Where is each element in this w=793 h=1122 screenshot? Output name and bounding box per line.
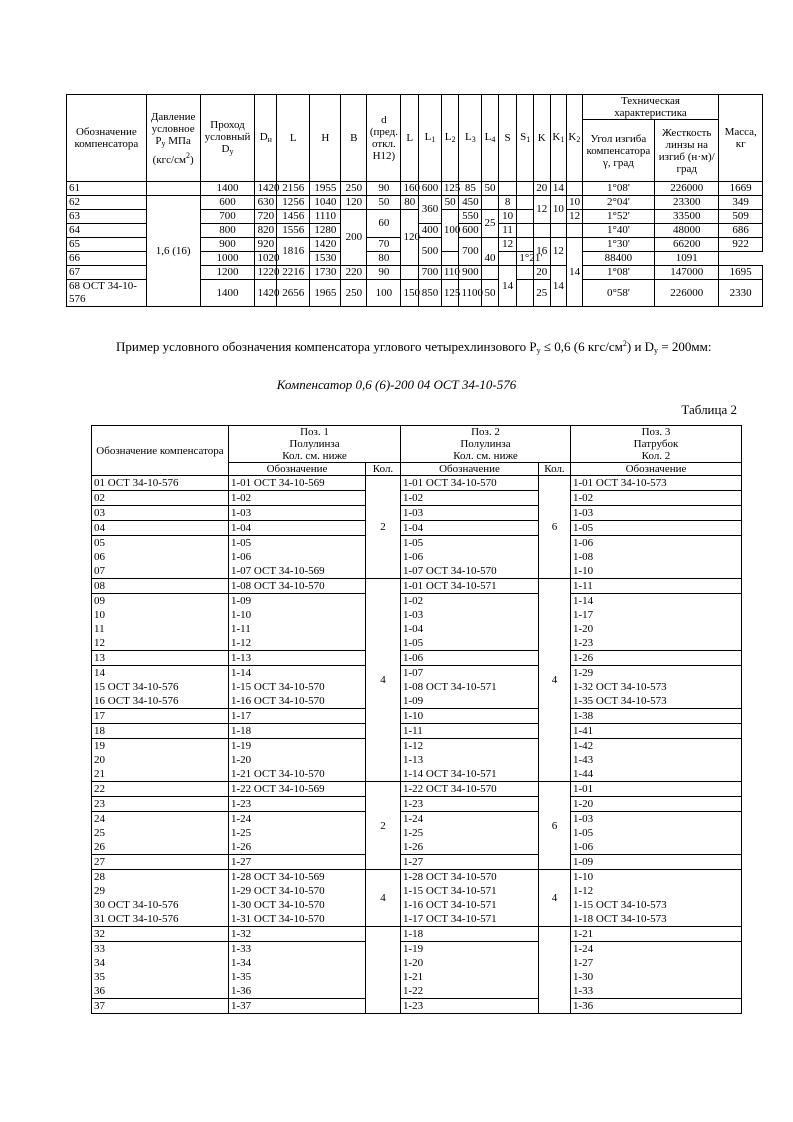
table-row: 31 ОСТ 34-10-576 1-31 ОСТ 34-10-570 1-17 ОСТ 34-10-571 1-18 ОСТ 34-10-573 <box>92 912 742 927</box>
col-L4: L <box>484 130 492 143</box>
table-row: 06 1-06 1-06 1-08 <box>92 550 742 564</box>
table-row: 62 1,6 (16) 600 630 1256 1040 120 50 80 360 50 450 8 12 10 10 2°04' 23300 349 <box>67 196 763 210</box>
table-row: 01 ОСТ 34-10-576 1-01 ОСТ 34-10-569 2 1-01 ОСТ 34-10-570 6 1-01 ОСТ 34-10-573 <box>92 476 742 491</box>
example-paragraph: Пример условного обозначения компенсатора углового четырехлинзового $P_у \le 0,6$ (6 кгс/$см^2$) и $D_у = 200мм$: <box>116 339 712 355</box>
table-row: 12 1-12 1-05 1-23 <box>92 636 742 651</box>
col-L0: L <box>401 95 419 182</box>
pressure-value: 1,6 (16) <box>146 196 200 307</box>
table-row: 65 900 920 1816 1420 70 500 700 40 12 16 12 14 1°30' 66200 922 <box>67 238 763 252</box>
table-row: 32 1-32 1-18 1-21 <box>92 927 742 942</box>
table-row: 13 1-13 1-06 1-26 <box>92 651 742 666</box>
col-tech: Техническая характеристика <box>582 95 719 120</box>
table-row: 26 1-26 1-26 1-06 <box>92 840 742 855</box>
table-row: 11 1-11 1-04 1-20 <box>92 622 742 636</box>
table-row: 20 1-20 1-13 1-43 <box>92 753 742 767</box>
table-row: 66 1000 1020 1530 80 1°21' 88400 1091 <box>67 252 763 266</box>
table-row: 28 1-28 ОСТ 34-10-569 4 1-28 ОСТ 34-10-570 4 1-10 <box>92 870 742 885</box>
col-B: B <box>341 95 367 182</box>
col-H: H <box>310 95 341 182</box>
col-L2: L <box>444 130 452 143</box>
col-dn: D <box>259 130 268 143</box>
col-L3: L <box>464 130 472 143</box>
col-pressure: Давление условное P <box>150 110 196 147</box>
table-row: 24 1-24 1-24 1-03 <box>92 812 742 827</box>
col-K2: K <box>568 130 577 143</box>
table-row: 16 ОСТ 34-10-576 1-16 ОСТ 34-10-570 1-09 1-35 ОСТ 34-10-573 <box>92 694 742 709</box>
components-table-body <box>92 476 742 1014</box>
table-row: 34 1-34 1-20 1-27 <box>92 956 742 970</box>
dimensions-table: Обозначение компенсатора Давление условное $P_у$ МПа $(кгс/см^2)$ Проход условный $D_у$ $D_н$ L H B d (пред. откл. H12) L $L_1$ $L_2$ $L_3$ $L_4$ S $S_1$ K $K_1$ $K_2$ Техническая характеристика Масса, кг Угол изгиба компенсатора γ, град Жесткость линзы на изгиб (н·м)/град 61 1400 1420 2156 1955 250 90 160 600 125 85 50 20 14 1°08' 226000 1669 62 1,6 (16) 600 630 1256 1040 120 50 80 360 50 450 8 12 10 10 2°04' 23300 349 63 700 720 1456 1110 200 60 120 100 550 25 10 12 1°52' 33500 509 64 800 820 1556 1280 400 600 11 1°40' 48000 686 65 900 920 1816 1420 70 500 700 40 12 16 12 14 1°30' 66200 922 66 1000 1020 1530 80 1°21' 88400 1091 67 1200 1220 2216 1730 220 90 700 110 900 14 20 14 1°08' 147000 1695 68 ОСТ 34-10-576 1400 1420 2656 1965 250 100 150 850 125 1100 50 25 0°58' 226000 2330 <box>66 94 763 307</box>
table-row: 03 1-03 1-03 1-03 <box>92 506 742 521</box>
components-table: Обозначение компенсатора Поз. 1 Полулинза Кол. см. ниже Поз. 2 Полулинза Кол. см. ниже Поз. 3 Патрубок Кол. 2 Обозначение Кол. Обозначение Кол. Обозначение 01 ОСТ 34-10-576 1-01 ОСТ 34-10-569 2 1-01 ОСТ 34-10-570 6 1-01 ОСТ 34-10-573 02 1-02 1-02 1-02 03 1-03 1-03 1-03 04 1-04 1-04 1-05 05 1-05 1-05 1-06 06 1-06 1-06 1-08 07 1-07 ОСТ 34-10-569 1-07 ОСТ 34-10-570 1-10 08 1-08 ОСТ 34-10-570 4 1-01 ОСТ 34-10-571 4 1-11 09 1-09 1-02 1-14 10 1-10 1-03 1-17 11 1-11 1-04 1-20 12 1-12 1-05 1-23 13 1-13 1-06 1-26 14 1-14 1-07 1-29 15 ОСТ 34-10-576 1-15 ОСТ 34-10-570 1-08 ОСТ 34-10-571 1-32 ОСТ 34-10-573 16 ОСТ 34-10-576 1-16 ОСТ 34-10-570 1-09 1-35 ОСТ 34-10-573 17 1-17 1-10 1-38 18 1-18 1-11 1-41 19 1-19 1-12 1-42 20 1-20 1-13 1-43 21 1-21 ОСТ 34-10-570 1-14 ОСТ 34-10-571 1-44 22 1-22 ОСТ 34-10-569 2 1-22 ОСТ 34-10-570 6 1-01 23 1-23 1-23 1-20 24 1-24 1-24 1-03 25 1-25 1-25 1-05 26 1-26 1-26 1-06 27 1-27 1-27 1-09 28 1-28 ОСТ 34-10-569 4 1-28 ОСТ 34-10-570 4 1-10 29 1-29 ОСТ 34-10-570 1-15 ОСТ 34-10-571 1-12 30 ОСТ 34-10-576 1-30 ОСТ 34-10-570 1-16 ОСТ 34-10-571 1-15 ОСТ 34-10-573 31 ОСТ 34-10-576 1-31 ОСТ 34-10-570 1-17 ОСТ 34-10-571 1-18 ОСТ 34-10-573 32 1-32 1-18 1-21 33 1-33 1-19 1-24 34 1-34 1-20 1-27 35 1-35 1-21 1-30 36 1-36 1-22 1-33 37 1-37 1-23 1-36 <box>91 425 742 1014</box>
table-row: 04 1-04 1-04 1-05 <box>92 521 742 536</box>
table-row: 27 1-27 1-27 1-09 <box>92 855 742 870</box>
table-row: 61 1400 1420 2156 1955 250 90 160 600 125 85 50 20 14 1°08' 226000 1669 <box>67 182 763 196</box>
col-designation: Обозначение компенсатора <box>74 126 139 150</box>
table-row: 08 1-08 ОСТ 34-10-570 4 1-01 ОСТ 34-10-571 4 1-11 <box>92 579 742 594</box>
table-row: 09 1-09 1-02 1-14 <box>92 594 742 609</box>
col2-designation: Обозначение компенсатора <box>92 426 229 476</box>
table-row: 07 1-07 ОСТ 34-10-569 1-07 ОСТ 34-10-570 1-10 <box>92 564 742 579</box>
example-designation: Компенсатор 0,6 (6)-200 04 ОСТ 34-10-576 <box>276 377 517 392</box>
table2-title: Таблица 2 <box>681 402 737 417</box>
col-stiffness: Жесткость линзы на изгиб (н·м)/град <box>655 120 719 182</box>
table-row: 33 1-33 1-19 1-24 <box>92 942 742 957</box>
col-K: K <box>533 95 550 182</box>
table-row: 68 ОСТ 34-10-576 1400 1420 2656 1965 250 100 150 850 125 1100 50 25 0°58' 226000 2330 <box>67 280 763 307</box>
col-passage: Проход условный D <box>204 118 251 155</box>
col-mass: Масса, кг <box>719 95 763 182</box>
table-row: 25 1-25 1-25 1-05 <box>92 826 742 840</box>
table-row: 21 1-21 ОСТ 34-10-570 1-14 ОСТ 34-10-571 1-44 <box>92 767 742 782</box>
table-row: 36 1-36 1-22 1-33 <box>92 984 742 999</box>
col-S: S <box>498 95 517 182</box>
table-row: 64 800 820 1556 1280 400 600 11 1°40' 48000 686 <box>67 224 763 238</box>
table-row: 29 1-29 ОСТ 34-10-570 1-15 ОСТ 34-10-571 1-12 <box>92 884 742 898</box>
col-L: L <box>277 95 310 182</box>
table-row: 63 700 720 1456 1110 200 60 120 100 550 25 10 12 1°52' 33500 509 <box>67 210 763 224</box>
table-row: 30 ОСТ 34-10-576 1-30 ОСТ 34-10-570 1-16 ОСТ 34-10-571 1-15 ОСТ 34-10-573 <box>92 898 742 912</box>
table-row: 15 ОСТ 34-10-576 1-15 ОСТ 34-10-570 1-08 ОСТ 34-10-571 1-32 ОСТ 34-10-573 <box>92 680 742 694</box>
table-row: 17 1-17 1-10 1-38 <box>92 709 742 724</box>
table-row: 35 1-35 1-21 1-30 <box>92 970 742 984</box>
col-S1: S <box>520 130 527 143</box>
col-L1: L <box>424 130 432 143</box>
table-row: 14 1-14 1-07 1-29 <box>92 666 742 681</box>
table-row: 37 1-37 1-23 1-36 <box>92 999 742 1014</box>
col-K1: K <box>552 130 561 143</box>
table-row: 19 1-19 1-12 1-42 <box>92 739 742 754</box>
col-d: d (пред. откл. H12) <box>367 95 401 182</box>
table-row: 18 1-18 1-11 1-41 <box>92 724 742 739</box>
table-row: 02 1-02 1-02 1-02 <box>92 491 742 506</box>
table-row: 67 1200 1220 2216 1730 220 90 700 110 900 14 20 14 1°08' 147000 1695 <box>67 266 763 280</box>
table-row: 05 1-05 1-05 1-06 <box>92 536 742 551</box>
table-row: 23 1-23 1-23 1-20 <box>92 797 742 812</box>
col-angle: Угол изгиба компенсатора γ, град <box>582 120 654 182</box>
table-row: 22 1-22 ОСТ 34-10-569 2 1-22 ОСТ 34-10-570 6 1-01 <box>92 782 742 797</box>
table-row: 10 1-10 1-03 1-17 <box>92 608 742 622</box>
